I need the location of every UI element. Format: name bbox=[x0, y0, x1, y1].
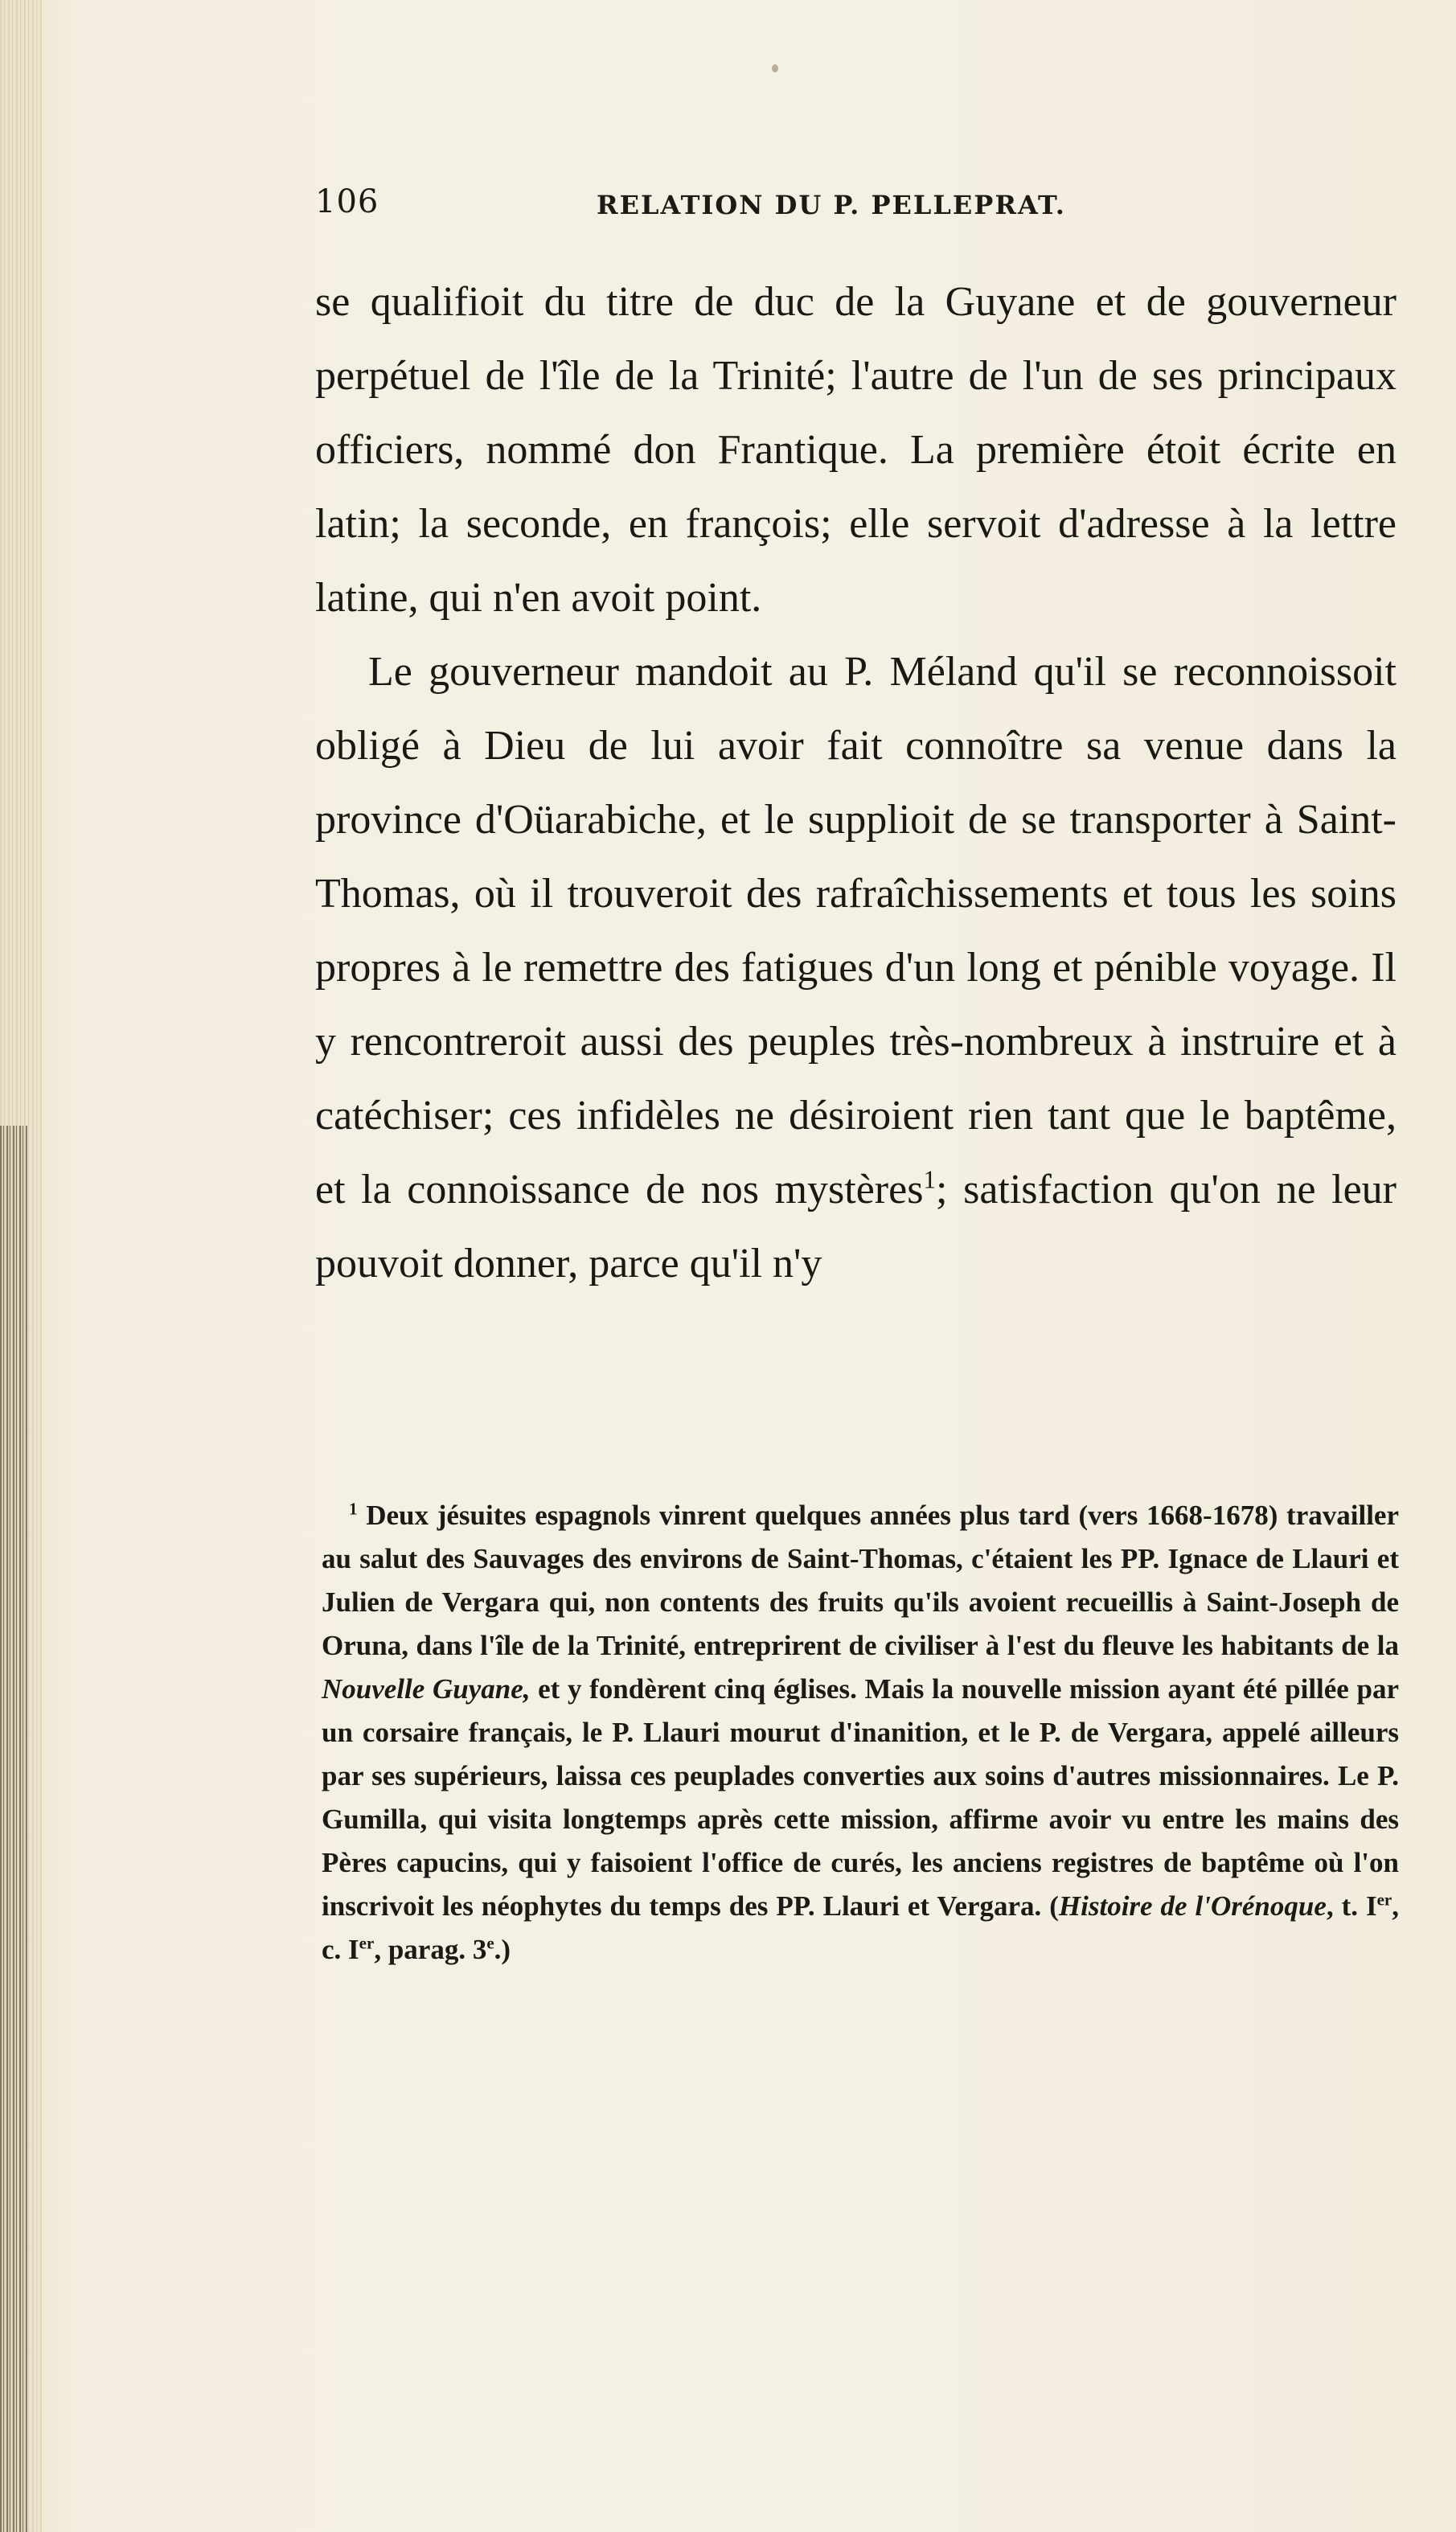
paper-speck bbox=[772, 64, 778, 72]
footnote-text-1: Deux jésuites espagnols vinrent quelques années plus tard (vers 1668-1678) travailler au salut des Sauvages des environs de Saint-Thomas, c'étaient les PP. Ignace de Llauri et Julien de Vergara qui, non contents des fruits qu'ils avoient recueillis à Saint-Joseph de Oruna, dans l'île de la Trinité, entreprirent de civiliser à l'est du fleuve les habitants de la bbox=[322, 1500, 1399, 1661]
footnote-text-c: , c. I bbox=[322, 1890, 1399, 1965]
footnote-reference: 1 bbox=[923, 1165, 937, 1194]
footnote-text-t: , t. I bbox=[1326, 1890, 1377, 1922]
paragraph-2 bbox=[315, 635, 1397, 1301]
paragraph-1: se qualifioit du titre de duc de la Guyane et de gouverneur perpétuel de l'île de la Trinité; l'autre de l'un de ses principaux officiers, nommé don Frantique. La première étoit écrite en latin; la seconde, en françois; elle servoit d'adresse à la lettre latine, qui n'en avoit point. bbox=[315, 279, 1397, 621]
footnotes bbox=[322, 1494, 1399, 1972]
footnote-text-end: .) bbox=[494, 1934, 511, 1965]
running-title: RELATION DU P. PELLEPRAT. bbox=[597, 190, 1066, 220]
paragraph-2-continuation: ; satisfaction qu'on ne leur pouvoit donner, parce qu'il n'y bbox=[315, 1167, 1397, 1287]
footnote-1 bbox=[322, 1494, 1399, 1972]
footnote-sup-c: er bbox=[359, 1933, 375, 1953]
footnote-sup-t: er bbox=[1376, 1890, 1392, 1910]
footnote-sup-parag: e bbox=[486, 1933, 494, 1953]
main-text bbox=[315, 265, 1397, 1301]
paragraph-2-text: Le gouverneur mandoit au P. Méland qu'il se reconnoissoit obligé à Dieu de lui avoir fait connoître sa venue dans la province d'Oüarabiche, et le supplioit de se transporter à Saint-Thomas, où il trouveroit des rafraîchissements et tous les soins propres à le remettre des fatigues d'un long et pénible voyage. Il y rencontreroit aussi des peuples très-nombreux à instruire et à catéchiser; ces infidèles ne désiroient rien tant que le baptême, et la connoissance de nos mystères bbox=[315, 649, 1397, 1213]
page-header bbox=[315, 183, 1119, 232]
binding-edge bbox=[0, 1126, 27, 2532]
footnote-marker: 1 bbox=[349, 1499, 358, 1519]
footnote-text-2: et y fondèrent cinq églises. Mais la nouvelle mission ayant été pillée par un corsaire français, le P. Llauri mourut d'inanition, et le P. de Vergara, appelé ailleurs par ses supérieurs, laissa ces peuplades converties aux soins d'autres missionnaires. Le P. Gumilla, qui visita longtemps après cette mission, affirme avoir vu entre les mains des Pères capucins, qui y faisoient l'office de curés, les anciens registres de baptême où l'on inscrivoit les néophytes du temps des PP. Llauri et Vergara. ( bbox=[322, 1673, 1399, 1922]
footnote-italic-place: Nouvelle Guyane, bbox=[322, 1673, 531, 1705]
footnote-text-parag: , parag. 3 bbox=[374, 1934, 487, 1965]
footnote-italic-title: Histoire de l'Orénoque bbox=[1058, 1890, 1327, 1922]
page-number: 106 bbox=[315, 183, 379, 220]
